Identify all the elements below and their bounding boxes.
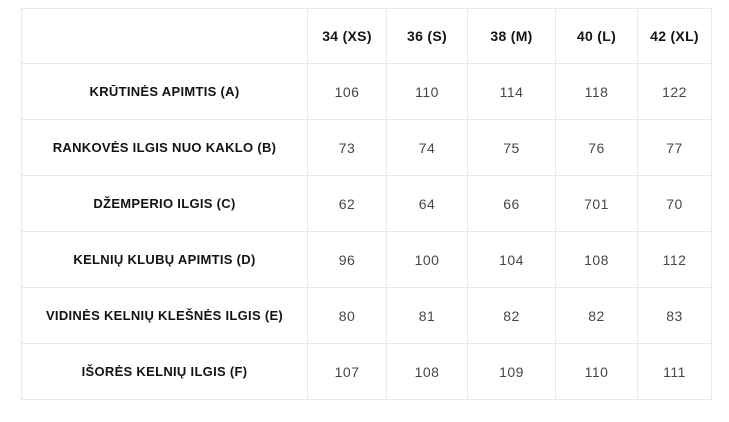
size-value: 73 [308,120,387,176]
corner-header-cell [22,9,308,64]
row-label: RANKOVĖS ILGIS NUO KAKLO (B) [22,120,308,176]
size-value: 82 [468,288,556,344]
size-value: 83 [638,288,712,344]
size-column-header: 40 (L) [556,9,638,64]
size-value: 104 [468,232,556,288]
table-row [22,232,712,288]
size-column-header: 36 (S) [387,9,468,64]
header-row [22,9,712,64]
size-column-header: 34 (XS) [308,9,387,64]
size-value: 100 [387,232,468,288]
size-value: 114 [468,64,556,120]
size-value: 80 [308,288,387,344]
size-value: 82 [556,288,638,344]
row-label: IŠORĖS KELNIŲ ILGIS (F) [22,344,308,400]
size-value: 70 [638,176,712,232]
size-value: 110 [556,344,638,400]
size-value: 77 [638,120,712,176]
size-value: 109 [468,344,556,400]
table-row [22,120,712,176]
size-value: 81 [387,288,468,344]
size-value: 107 [308,344,387,400]
size-value: 701 [556,176,638,232]
row-label: DŽEMPERIO ILGIS (C) [22,176,308,232]
size-value: 66 [468,176,556,232]
size-value: 62 [308,176,387,232]
size-value: 122 [638,64,712,120]
size-value: 108 [387,344,468,400]
size-value: 76 [556,120,638,176]
size-value: 111 [638,344,712,400]
size-column-header: 42 (XL) [638,9,712,64]
table-row [22,176,712,232]
row-label: KRŪTINĖS APIMTIS (A) [22,64,308,120]
table-row [22,64,712,120]
size-value: 108 [556,232,638,288]
size-value: 74 [387,120,468,176]
size-chart-table [21,8,712,400]
size-value: 96 [308,232,387,288]
size-value: 112 [638,232,712,288]
table-row [22,288,712,344]
size-value: 106 [308,64,387,120]
size-column-header: 38 (M) [468,9,556,64]
row-label: KELNIŲ KLUBŲ APIMTIS (D) [22,232,308,288]
row-label: VIDINĖS KELNIŲ KLEŠNĖS ILGIS (E) [22,288,308,344]
size-value: 64 [387,176,468,232]
size-value: 110 [387,64,468,120]
size-value: 118 [556,64,638,120]
size-value: 75 [468,120,556,176]
table-row [22,344,712,400]
